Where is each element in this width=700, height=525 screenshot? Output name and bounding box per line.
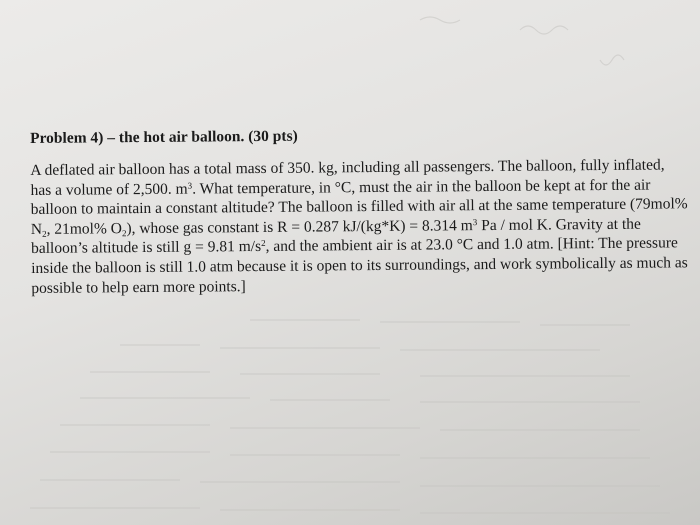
superscript: 3 [187,180,193,191]
text-run: . What temperature, in °C, must the air in the balloon be kept at for the air [192,176,651,198]
text-run: N [30,220,43,238]
problem-title: Problem 4) – the hot air balloon. (30 pts) [30,127,298,147]
text-run: balloon’s altitude is still g = 9.81 m/s [30,238,262,258]
text-run: , and the ambient air is at 23.0 °C and 1.0 atm. [Hint: The pressure [265,234,678,256]
problem-body [30,155,688,298]
text-run: inside the balloon is still 1.0 atm because it is open to its surroundings, and work symbolically as much as [31,254,688,277]
text-run: has a volume of 2,500. m [30,180,188,199]
problem-4 [30,124,688,298]
superscript: 2 [261,238,266,249]
text-run: , 21mol% O [46,219,122,238]
text-run: balloon to maintain a constant altitude? The balloon is filled with air all at the same temperature (79mol% [30,195,688,219]
superscript: 3 [472,216,478,227]
text-run: ), whose gas constant is R = 0.287 kJ/(kg*K) = 8.314 m [126,216,473,237]
subscript: 2 [121,227,127,238]
text-run: Pa / mol K. Gravity at the [477,215,641,234]
text-run: A deflated air balloon has a total mass of 350. kg, including all passengers. The balloon, fully inflated, [30,156,665,179]
text-run: possible to help earn more points.] [31,277,246,297]
subscript: 2 [42,228,47,239]
